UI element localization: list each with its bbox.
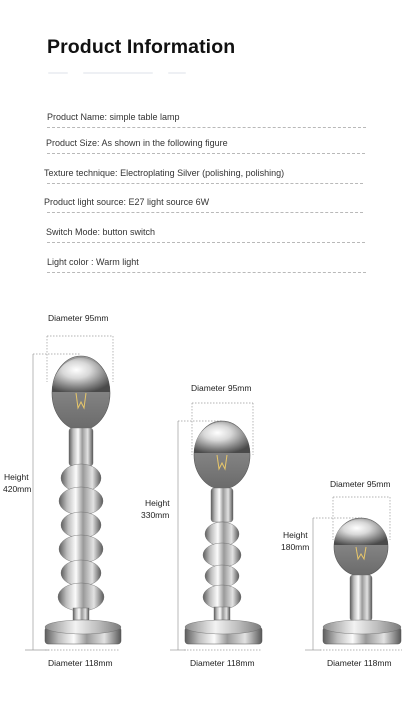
spec-label: Light color : bbox=[47, 257, 97, 267]
spec-label: Product Name: bbox=[47, 112, 110, 122]
lamp-3-height-label: Height bbox=[283, 530, 308, 540]
spec-value: button switch bbox=[102, 227, 156, 237]
lamp-2-top-diameter: Diameter 95mm bbox=[191, 383, 252, 393]
spec-value: simple table lamp bbox=[109, 112, 180, 122]
lamp-medium bbox=[170, 403, 262, 650]
spec-label: Product light source: bbox=[44, 197, 129, 207]
lamp-large bbox=[25, 336, 121, 650]
spec-value: E27 light source 6W bbox=[128, 197, 210, 207]
lamp-3-height-value: 180mm bbox=[281, 542, 310, 552]
spec-value: Warm light bbox=[96, 257, 139, 267]
lamp-2-base-diameter: Diameter 118mm bbox=[190, 658, 255, 668]
lamp-3-top-diameter: Diameter 95mm bbox=[330, 479, 391, 489]
spec-label: Texture technique: bbox=[44, 168, 121, 178]
lamp-1-height-value: 420mm bbox=[3, 484, 32, 494]
lamp-small bbox=[305, 497, 402, 650]
spec-value: As shown in the following figure bbox=[101, 138, 228, 148]
lamp-1-height-label: Height bbox=[4, 472, 29, 482]
lamp-2-height-label: Height bbox=[145, 498, 170, 508]
spec-label: Switch Mode: bbox=[46, 227, 103, 237]
lamp-3-base-diameter: Diameter 118mm bbox=[327, 658, 392, 668]
lamp-1-base-diameter: Diameter 118mm bbox=[48, 658, 113, 668]
page-title: Product Information bbox=[47, 36, 236, 58]
spec-value: Electroplating Silver (polishing, polishing) bbox=[120, 168, 285, 178]
spec-label: Product Size: bbox=[46, 138, 102, 148]
lamp-2-height-value: 330mm bbox=[141, 510, 170, 520]
lamp-1-top-diameter: Diameter 95mm bbox=[48, 313, 109, 323]
